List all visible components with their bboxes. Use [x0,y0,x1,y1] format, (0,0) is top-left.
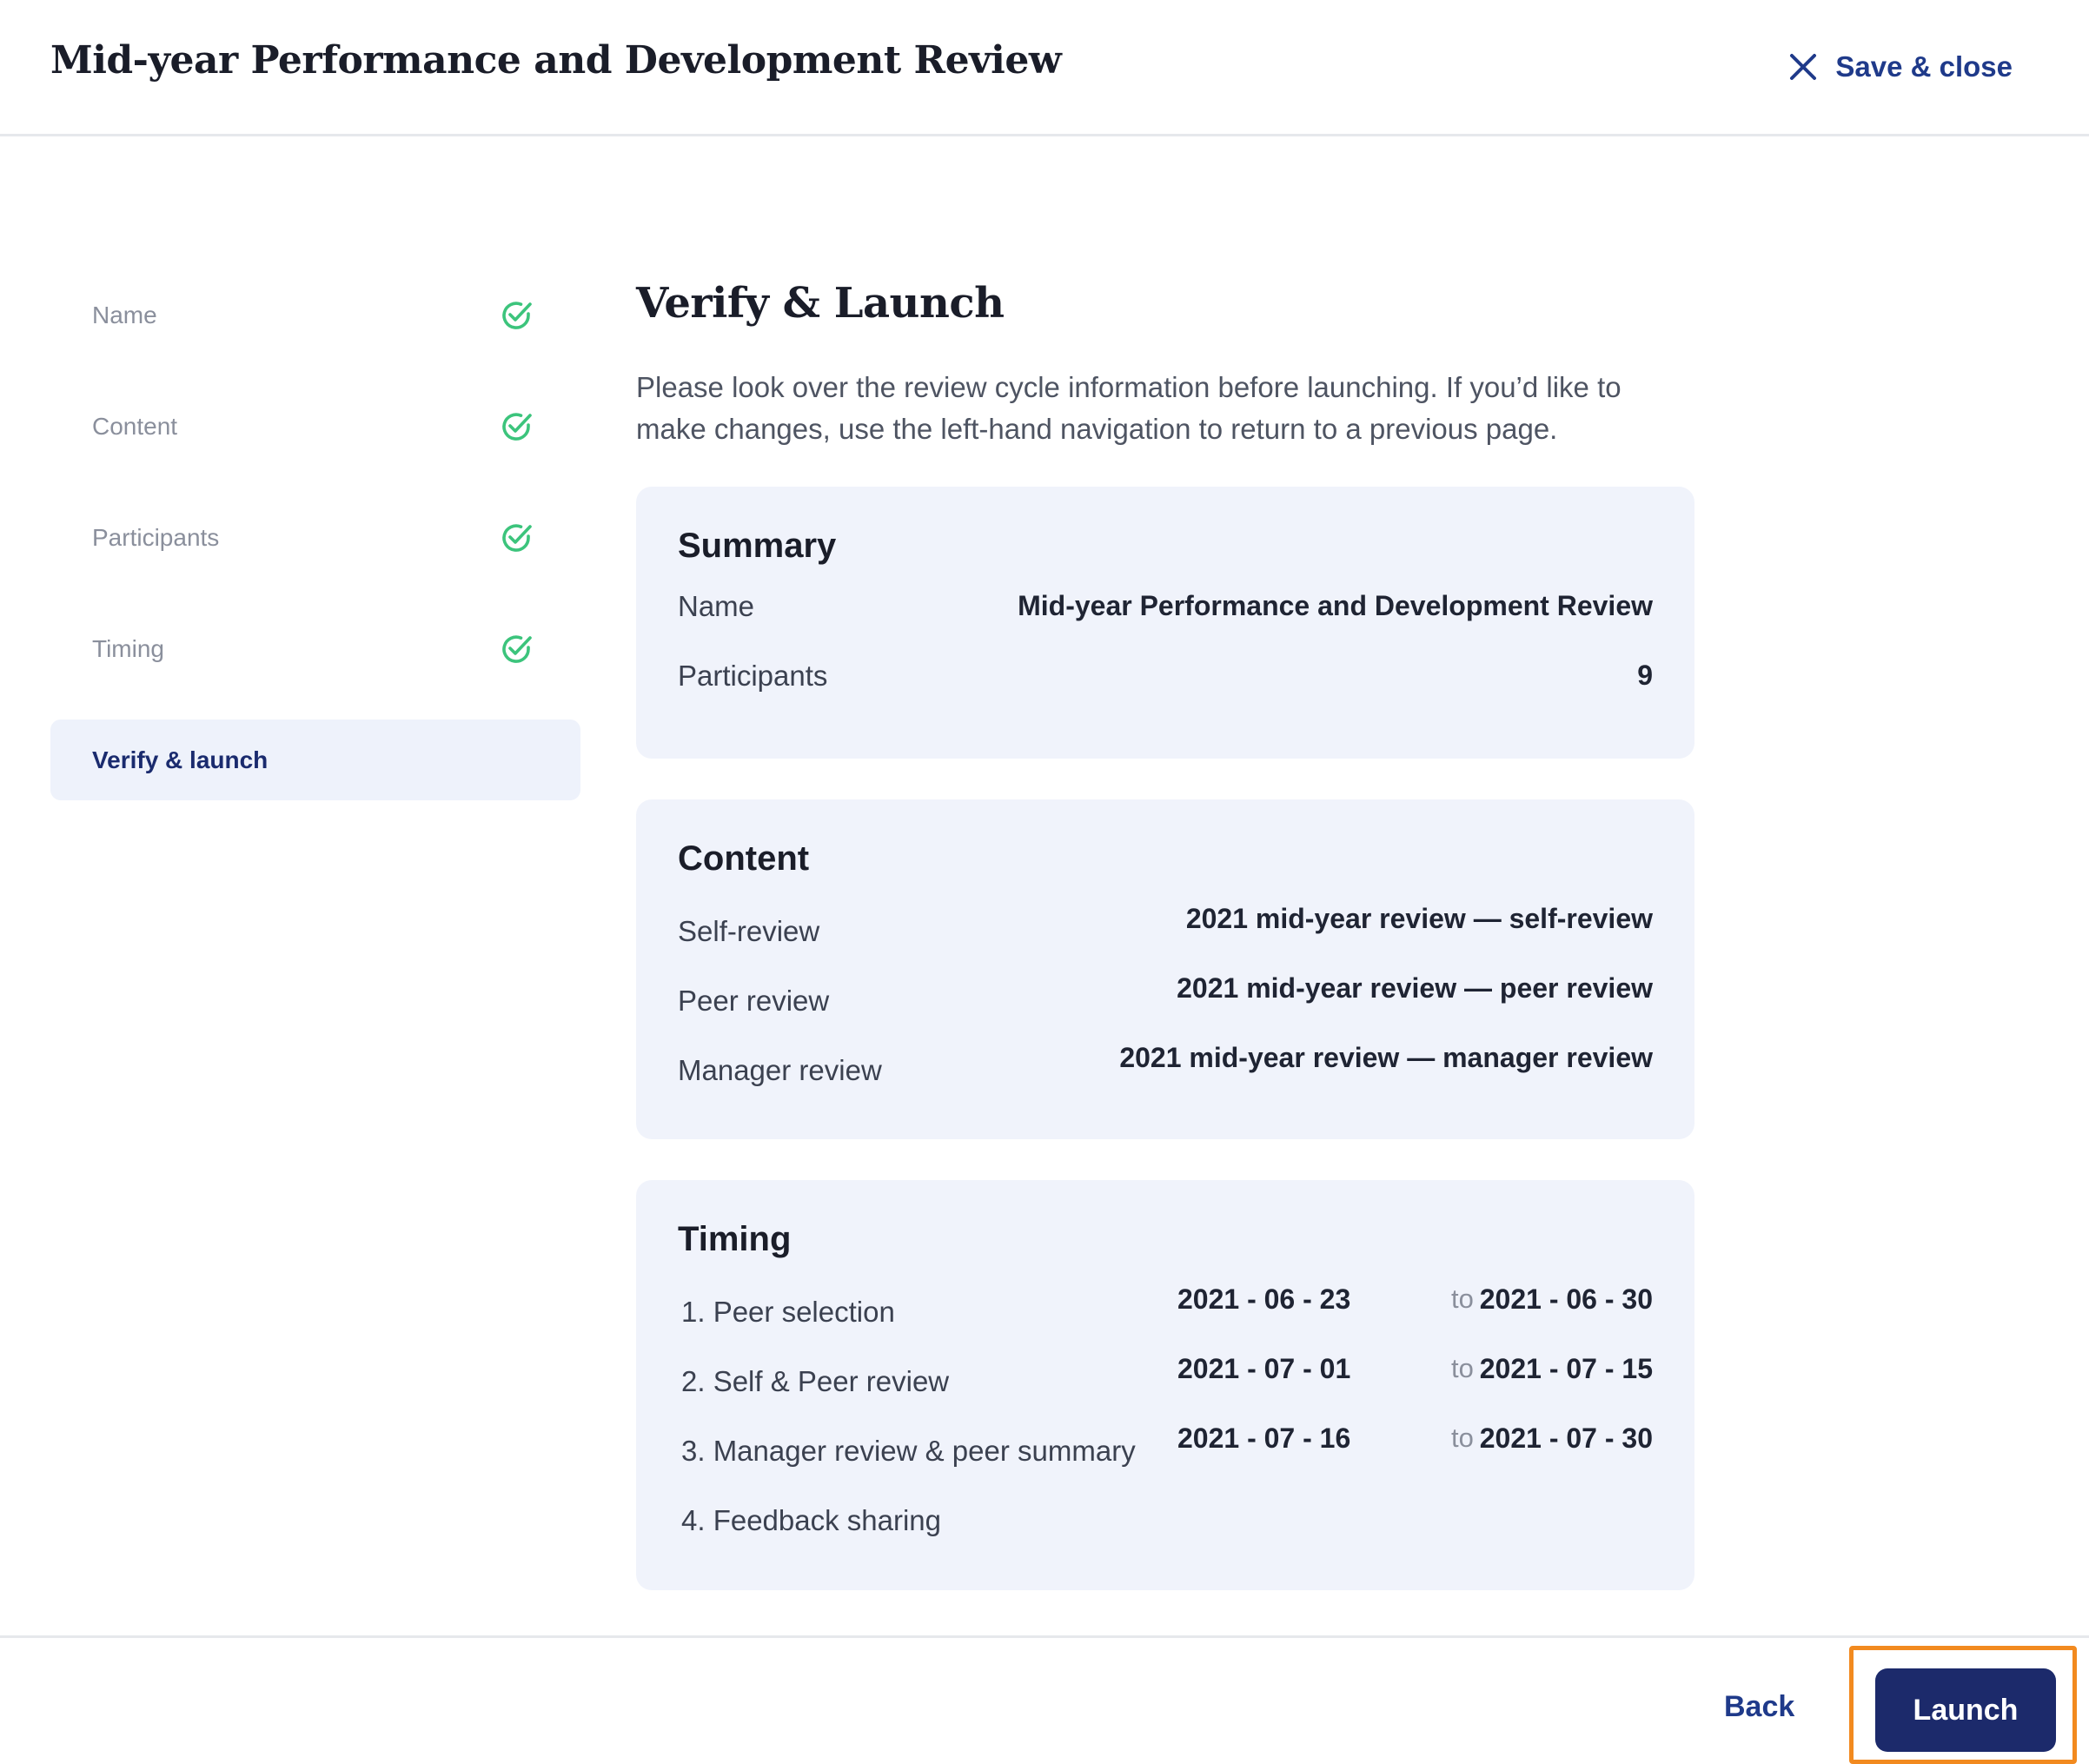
sidebar-step-label: Timing [92,634,164,662]
timing-row-label: 2. Self & Peer review [681,1365,950,1397]
save-and-close-button[interactable] [1788,45,2013,89]
content-card [636,799,1694,1139]
check-circle-icon [498,520,534,556]
check-circle-icon [498,408,534,445]
check-circle-icon [498,297,534,334]
timing-to-label: to [1451,1422,1474,1453]
close-icon [1788,52,1818,82]
content-row-label: Self-review [678,915,820,947]
page-title: Mid-year Performance and Development Review [50,38,1062,83]
content-row-value: 2021 mid-year review — self-review [1185,903,1653,934]
check-circle-icon [498,631,534,667]
timing-start-date: 2021 - 07 - 01 [1177,1353,1351,1384]
timing-row-label: 3. Manager review & peer summary [681,1435,1136,1467]
timing-row [678,1422,1653,1492]
header [0,0,2089,136]
sidebar-step-name[interactable] [50,275,580,355]
sidebar-step-label: Verify & launch [92,746,269,773]
content-row-value: 2021 mid-year review — manager review [1119,1042,1653,1073]
sidebar-step-participants[interactable] [50,497,580,578]
summary-row [678,590,1653,660]
sidebar-step-label: Name [92,301,157,328]
intro-text: Please look over the review cycle information before launching. If you’d like to make changes, use the left-hand navigation to return to a previous page. [636,371,1621,445]
save-and-close-label: Save & close [1835,50,2013,83]
section-title: Verify & Launch [636,279,1005,328]
timing-row [678,1283,1653,1353]
sidebar-step-timing[interactable] [50,608,580,689]
timing-row [678,1492,1653,1562]
main-content [636,276,1696,1536]
timing-to-label: to [1451,1353,1474,1383]
sidebar-step-verify-launch[interactable] [50,720,580,800]
timing-row [678,1353,1653,1422]
content-row-label: Peer review [678,985,830,1017]
back-button[interactable]: Back [1724,1690,1795,1723]
timing-end-date: 2021 - 07 - 15 [1479,1353,1653,1384]
timing-end-date: 2021 - 07 - 30 [1479,1422,1653,1454]
summary-row-value: 9 [1637,660,1653,691]
timing-card [636,1180,1694,1590]
summary-row-label: Participants [678,660,828,692]
content-row [678,1042,1653,1111]
timing-to-label: to [1451,1283,1474,1314]
timing-heading: Timing [678,1220,792,1258]
sidebar-step-label: Participants [92,523,220,551]
sidebar-step-content[interactable] [50,386,580,467]
timing-start-date: 2021 - 07 - 16 [1177,1422,1351,1454]
content-row [678,972,1653,1042]
content-row [678,903,1653,972]
timing-row-label: 1. Peer selection [681,1296,895,1328]
content-heading: Content [678,839,810,878]
sidebar-step-label: Content [92,412,178,440]
timing-row-label: 4. Feedback sharing [681,1504,942,1536]
launch-button[interactable]: Launch [1875,1668,2056,1752]
footer [0,1635,2089,1764]
summary-row-label: Name [678,590,755,622]
content-row-value: 2021 mid-year review — peer review [1177,972,1653,1004]
summary-row-value: Mid-year Performance and Development Review [1018,590,1653,621]
timing-end-date: 2021 - 06 - 30 [1479,1283,1653,1315]
summary-row [678,660,1653,729]
content-row-label: Manager review [678,1054,882,1086]
summary-card [636,487,1694,759]
step-navigation [50,275,580,831]
timing-start-date: 2021 - 06 - 23 [1177,1283,1351,1315]
summary-heading: Summary [678,527,837,565]
